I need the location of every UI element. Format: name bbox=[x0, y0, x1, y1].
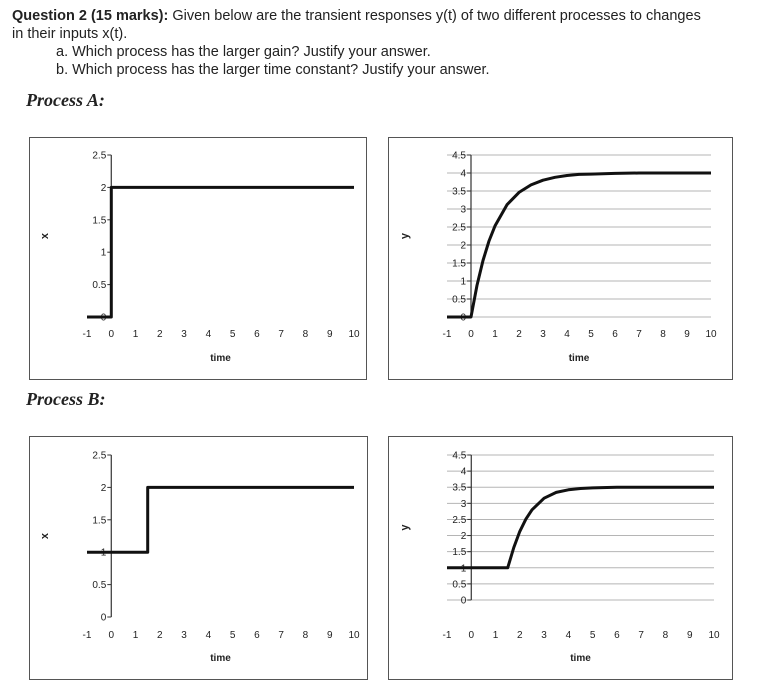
y-tick-label-7: 3.5 bbox=[452, 482, 467, 494]
x-tick-label-8: 7 bbox=[638, 630, 644, 641]
y-axis-title: x bbox=[39, 532, 51, 540]
y-tick-label-0: 0 bbox=[460, 312, 466, 324]
sub-question-a bbox=[56, 43, 431, 61]
sub-question-b-marker: b. bbox=[56, 62, 69, 78]
y-tick-label-8: 4 bbox=[460, 168, 466, 180]
sub-question-b bbox=[56, 61, 490, 79]
x-tick-label-6: 5 bbox=[588, 329, 594, 340]
x-tick-label-7: 6 bbox=[254, 630, 260, 641]
y-tick-label-1: 0.5 bbox=[92, 280, 107, 292]
y-tick-label-4: 2 bbox=[100, 182, 107, 194]
x-tick-label-9: 8 bbox=[302, 630, 309, 641]
y-tick-label-2: 1 bbox=[460, 276, 466, 288]
process-b-title: Process B: bbox=[26, 389, 106, 409]
x-tick-label-7: 6 bbox=[614, 630, 620, 641]
process-a-output-chart bbox=[388, 137, 733, 380]
sub-question-b-text: Which process has the larger time constant? Justify your answer. bbox=[72, 62, 490, 78]
question-intro-2: in their inputs x(t). bbox=[12, 26, 128, 42]
sub-question-a-marker: a. bbox=[56, 44, 69, 60]
x-tick-label-1: 0 bbox=[468, 630, 475, 641]
x-tick-label-5: 4 bbox=[205, 630, 212, 641]
y-tick-label-0: 0 bbox=[100, 312, 107, 324]
y-tick-label-4: 2 bbox=[460, 240, 466, 252]
y-tick-label-4: 2 bbox=[460, 531, 467, 543]
y-tick-label-9: 4.5 bbox=[452, 150, 466, 162]
process-a-input-chart bbox=[29, 137, 367, 380]
y-tick-label-8: 4 bbox=[460, 466, 467, 478]
y-tick-label-2: 1 bbox=[460, 563, 467, 575]
y-tick-label-3: 1.5 bbox=[92, 515, 107, 527]
y-tick-label-5: 2.5 bbox=[92, 450, 107, 462]
y-tick-label-7: 3.5 bbox=[452, 186, 466, 198]
x-tick-label-4: 3 bbox=[540, 329, 546, 340]
x-tick-label-10: 9 bbox=[326, 329, 333, 340]
x-tick-label-9: 8 bbox=[662, 630, 669, 641]
x-tick-label-10: 9 bbox=[326, 630, 333, 641]
x-tick-label-5: 4 bbox=[205, 329, 212, 340]
y-tick-label-6: 3 bbox=[460, 204, 466, 216]
x-tick-label-6: 5 bbox=[229, 329, 236, 340]
y-axis-title: x bbox=[39, 232, 51, 240]
x-tick-label-8: 7 bbox=[278, 630, 284, 641]
y-tick-label-2: 1 bbox=[100, 247, 107, 259]
x-tick-label-0: -1 bbox=[442, 630, 452, 641]
x-tick-label-10: 9 bbox=[686, 630, 693, 641]
x-tick-label-8: 7 bbox=[278, 329, 284, 340]
x-tick-label-7: 6 bbox=[254, 329, 260, 340]
y-tick-label-5: 2.5 bbox=[92, 150, 107, 162]
process-a-title: Process A: bbox=[26, 90, 105, 110]
x-tick-label-3: 2 bbox=[517, 630, 523, 641]
x-tick-label-2: 1 bbox=[132, 329, 139, 340]
x-tick-label-0: -1 bbox=[82, 630, 92, 641]
y-tick-label-4: 2 bbox=[100, 482, 107, 494]
x-tick-label-0: -1 bbox=[442, 329, 452, 340]
process-b-output-chart bbox=[388, 436, 733, 680]
x-tick-label-7: 6 bbox=[612, 329, 618, 340]
y-tick-label-9: 4.5 bbox=[452, 450, 467, 462]
x-tick-label-11: 10 bbox=[348, 630, 360, 641]
x-axis-title: time bbox=[210, 353, 231, 364]
y-tick-label-6: 3 bbox=[460, 498, 467, 510]
x-tick-label-0: -1 bbox=[82, 329, 92, 340]
y-tick-label-1: 0.5 bbox=[92, 580, 107, 592]
sub-question-a-text: Which process has the larger gain? Justify your answer. bbox=[72, 44, 431, 60]
x-tick-label-3: 2 bbox=[516, 329, 522, 340]
x-axis-title: time bbox=[210, 653, 231, 664]
y-tick-label-3: 1.5 bbox=[452, 258, 466, 270]
y-tick-label-1: 0.5 bbox=[452, 579, 467, 591]
y-tick-label-5: 2.5 bbox=[452, 222, 466, 234]
y-tick-label-0: 0 bbox=[460, 595, 467, 607]
x-tick-label-5: 4 bbox=[565, 630, 572, 641]
question-line-1 bbox=[12, 7, 701, 25]
x-tick-label-3: 2 bbox=[157, 630, 163, 641]
y-axis-title: y bbox=[399, 524, 411, 531]
x-axis-title: time bbox=[570, 653, 591, 664]
y-tick-label-5: 2.5 bbox=[452, 514, 467, 526]
x-tick-label-9: 8 bbox=[302, 329, 309, 340]
x-tick-label-2: 1 bbox=[492, 329, 498, 340]
y-tick-label-2: 1 bbox=[100, 547, 107, 559]
process-b-input-chart bbox=[29, 436, 368, 680]
x-tick-label-11: 10 bbox=[708, 630, 720, 641]
x-tick-label-5: 4 bbox=[564, 329, 570, 340]
x-tick-label-2: 1 bbox=[132, 630, 139, 641]
x-tick-label-4: 3 bbox=[181, 329, 187, 340]
x-tick-label-1: 0 bbox=[468, 329, 474, 340]
x-tick-label-4: 3 bbox=[541, 630, 547, 641]
x-tick-label-11: 10 bbox=[348, 329, 360, 340]
x-axis-title: time bbox=[568, 353, 590, 364]
y-tick-label-3: 1.5 bbox=[452, 547, 467, 559]
x-tick-label-2: 1 bbox=[492, 630, 499, 641]
series-line-0 bbox=[87, 187, 354, 317]
x-tick-label-9: 8 bbox=[660, 329, 666, 340]
x-tick-label-8: 7 bbox=[636, 329, 642, 340]
y-tick-label-3: 1.5 bbox=[92, 215, 107, 227]
x-tick-label-1: 0 bbox=[108, 329, 115, 340]
x-tick-label-4: 3 bbox=[181, 630, 187, 641]
x-tick-label-6: 5 bbox=[589, 630, 596, 641]
series-line-0 bbox=[447, 487, 714, 568]
x-tick-label-3: 2 bbox=[157, 329, 163, 340]
x-tick-label-1: 0 bbox=[108, 630, 115, 641]
y-tick-label-0: 0 bbox=[100, 612, 107, 624]
x-tick-label-6: 5 bbox=[229, 630, 236, 641]
question-heading: Question 2 (15 marks): bbox=[12, 8, 169, 24]
series-line-0 bbox=[87, 487, 354, 552]
question-intro-1: Given below are the transient responses y(t) of two different processes to changes bbox=[168, 8, 701, 24]
x-tick-label-11: 10 bbox=[705, 329, 717, 340]
y-tick-label-1: 0.5 bbox=[452, 294, 466, 306]
x-tick-label-10: 9 bbox=[684, 329, 690, 340]
y-axis-title: y bbox=[399, 232, 411, 240]
